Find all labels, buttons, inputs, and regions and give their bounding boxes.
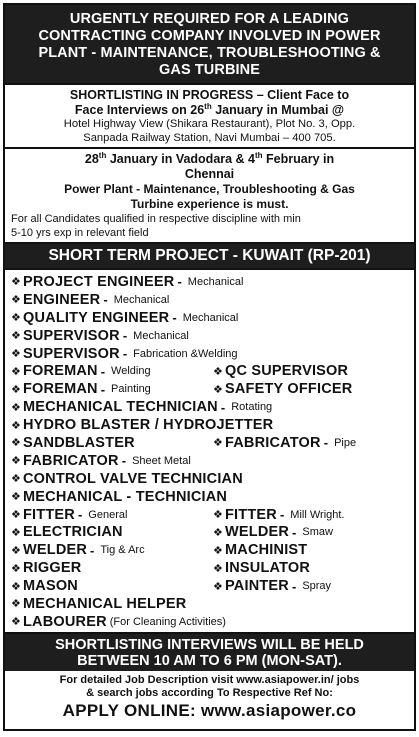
separator: - — [292, 524, 297, 540]
job-title: FITTER — [23, 506, 75, 523]
job-discipline: Smaw — [302, 526, 333, 539]
separator: - — [323, 435, 329, 451]
job-row — [11, 398, 408, 416]
separator: - — [90, 542, 95, 558]
job-row — [11, 273, 408, 291]
job-discipline: Tig & Arc — [100, 544, 145, 557]
job-title: MECHANICAL HELPER — [23, 595, 187, 612]
job-title: FOREMAN — [23, 381, 98, 398]
diamond-bullet-icon: ❖ — [11, 330, 21, 343]
job-title: SUPERVISOR — [23, 345, 120, 362]
job-discipline: Welding — [111, 365, 151, 378]
job-row — [11, 452, 408, 470]
mumbai-interview-box — [5, 83, 414, 147]
diamond-bullet-icon: ❖ — [213, 526, 223, 539]
job-title: RIGGER — [23, 560, 82, 577]
job-title: MACHINIST — [225, 542, 308, 559]
separator: - — [122, 328, 128, 344]
diamond-bullet-icon: ❖ — [11, 562, 21, 575]
header-line: CONTRACTING COMPANY INVOLVED IN POWER — [38, 28, 381, 44]
diamond-bullet-icon: ❖ — [11, 526, 21, 539]
city-text: Chennai — [184, 167, 235, 181]
job-row — [11, 506, 408, 524]
job-row — [11, 416, 408, 434]
project-title-banner: SHORT TERM PROJECT - KUWAIT (RP-201) — [5, 242, 414, 270]
diamond-bullet-icon: ❖ — [11, 544, 21, 557]
job-discipline: Mechanical — [187, 275, 244, 288]
other-dates-text: 28th January in Vadodara & 4th February in — [84, 150, 335, 166]
diamond-bullet-icon: ❖ — [213, 437, 223, 450]
job-advertisement — [3, 3, 416, 731]
footer — [5, 671, 414, 721]
diamond-bullet-icon: ❖ — [213, 580, 223, 593]
job-title: MECHANICAL - TECHNICIAN — [23, 488, 228, 505]
separator: - — [122, 346, 128, 361]
eligibility-text-2: 5-10 yrs exp in relevant field — [11, 227, 149, 239]
job-description-text: For detailed Job Description visit www.asiapower.in/ jobs — [59, 673, 360, 686]
vadodara-chennai-box — [5, 147, 414, 242]
diamond-bullet-icon: ❖ — [11, 365, 21, 378]
diamond-bullet-icon: ❖ — [213, 544, 223, 557]
job-discipline: Mechanical — [113, 293, 170, 306]
diamond-bullet-icon: ❖ — [11, 580, 21, 593]
job-row — [11, 595, 408, 613]
venue-text: Hotel Highway View (Shikara Restaurant), Plot No. 3, Opp. — [63, 118, 356, 130]
timing-line: SHORTLISTING INTERVIEWS WILL BE HELD — [55, 636, 364, 653]
job-title: INSULATOR — [225, 560, 311, 577]
job-discipline: Sheet Metal — [132, 454, 191, 467]
job-discipline: (For Cleaning Activities) — [109, 615, 226, 628]
experience-text: Power Plant - Maintenance, Troubleshooting & Gas — [64, 182, 355, 196]
job-title: QC SUPERVISOR — [225, 363, 349, 380]
separator: - — [291, 578, 297, 594]
apply-url-link[interactable]: www.asiapower.co — [201, 700, 357, 720]
diamond-bullet-icon: ❖ — [11, 473, 21, 486]
ref-no-text: & search jobs according To Respective Ref No: — [86, 686, 333, 699]
job-row — [11, 362, 408, 380]
separator: - — [103, 292, 108, 308]
diamond-bullet-icon: ❖ — [11, 616, 21, 629]
job-row — [11, 291, 408, 309]
diamond-bullet-icon: ❖ — [11, 419, 21, 432]
venue-address-text: Sanpada Railway Station, Navi Mumbai – 400 705. — [83, 131, 336, 144]
job-row — [11, 541, 408, 559]
job-title: WELDER — [23, 542, 88, 559]
job-discipline: General — [88, 508, 128, 521]
job-discipline: Mechanical — [133, 329, 189, 342]
job-discipline: Fabrication &Welding — [133, 347, 238, 360]
job-row — [11, 613, 408, 631]
job-row — [11, 577, 408, 595]
diamond-bullet-icon: ❖ — [11, 491, 21, 504]
diamond-bullet-icon: ❖ — [213, 509, 223, 522]
eligibility-text: For all Candidates qualified in respective discipline with min — [11, 213, 301, 225]
header-line: GAS TURBINE — [159, 62, 260, 78]
separator: - — [279, 507, 285, 523]
shortlisting-text: SHORTLISTING IN PROGRESS – Client Face to — [69, 88, 350, 102]
job-title: HYDRO BLASTER / HYDROJETTER — [23, 417, 274, 434]
job-discipline: Rotating — [231, 401, 273, 414]
job-row — [11, 345, 408, 363]
job-row — [11, 488, 408, 506]
diamond-bullet-icon: ❖ — [213, 562, 223, 575]
job-row — [11, 309, 408, 327]
apply-online — [9, 701, 410, 721]
job-title: PROJECT ENGINEER — [23, 273, 175, 290]
job-title: ENGINEER — [23, 291, 101, 308]
timing-line: BETWEEN 10 AM TO 6 PM (MON-SAT). — [77, 652, 342, 669]
job-row — [11, 559, 408, 577]
diamond-bullet-icon: ❖ — [213, 365, 223, 378]
separator: - — [77, 507, 83, 523]
experience-text-2: Turbine experience is must. — [130, 197, 289, 211]
job-title: WELDER — [225, 524, 290, 541]
job-row — [11, 470, 408, 488]
header-banner — [5, 5, 414, 83]
apply-label: APPLY ONLINE: — [62, 700, 196, 720]
separator: - — [220, 399, 226, 415]
diamond-bullet-icon: ❖ — [11, 437, 21, 450]
job-discipline: Spray — [302, 580, 332, 593]
job-title: FABRICATOR — [23, 452, 119, 469]
job-title: LABOURER — [23, 613, 107, 630]
diamond-bullet-icon: ❖ — [11, 509, 21, 522]
job-discipline: Painting — [111, 383, 151, 396]
job-discipline: Mill Wright. — [290, 508, 345, 521]
diamond-bullet-icon: ❖ — [11, 401, 21, 414]
separator: - — [100, 381, 106, 397]
job-title: MECHANICAL TECHNICIAN — [23, 399, 218, 416]
diamond-bullet-icon: ❖ — [213, 383, 223, 396]
job-title: QUALITY ENGINEER — [23, 309, 170, 326]
separator: - — [100, 363, 106, 379]
job-list — [5, 270, 414, 632]
job-title: FITTER — [225, 506, 277, 523]
job-title: PAINTER — [225, 578, 289, 595]
job-row — [11, 434, 408, 452]
job-row — [11, 523, 408, 541]
job-title: SAFETY OFFICER — [225, 381, 353, 398]
diamond-bullet-icon: ❖ — [11, 383, 21, 396]
diamond-bullet-icon: ❖ — [11, 294, 21, 307]
job-title: SANDBLASTER — [23, 434, 135, 451]
header-line: PLANT - MAINTENANCE, TROUBLESHOOTING & — [38, 45, 381, 61]
separator: - — [172, 310, 177, 326]
job-discipline: Mechanical — [182, 311, 239, 324]
diamond-bullet-icon: ❖ — [11, 348, 21, 360]
interview-timing-banner — [5, 632, 414, 671]
job-title: FOREMAN — [23, 363, 98, 380]
diamond-bullet-icon: ❖ — [11, 455, 21, 468]
diamond-bullet-icon: ❖ — [11, 312, 21, 325]
job-title: FABRICATOR — [225, 434, 321, 451]
diamond-bullet-icon: ❖ — [11, 598, 21, 611]
diamond-bullet-icon: ❖ — [11, 276, 21, 289]
job-row — [11, 380, 408, 398]
job-title: ELECTRICIAN — [23, 524, 123, 541]
job-title: SUPERVISOR — [23, 327, 120, 344]
header-line: URGENTLY REQUIRED FOR A LEADING — [69, 11, 350, 27]
separator: - — [177, 274, 182, 290]
job-title: MASON — [23, 578, 78, 595]
interview-date-text: Face Interviews on 26th January in Mumbai @ — [74, 101, 345, 117]
separator: - — [121, 453, 127, 469]
job-row — [11, 327, 408, 345]
job-discipline: Pipe — [334, 436, 357, 449]
job-title: CONTROL VALVE TECHNICIAN — [23, 470, 243, 487]
